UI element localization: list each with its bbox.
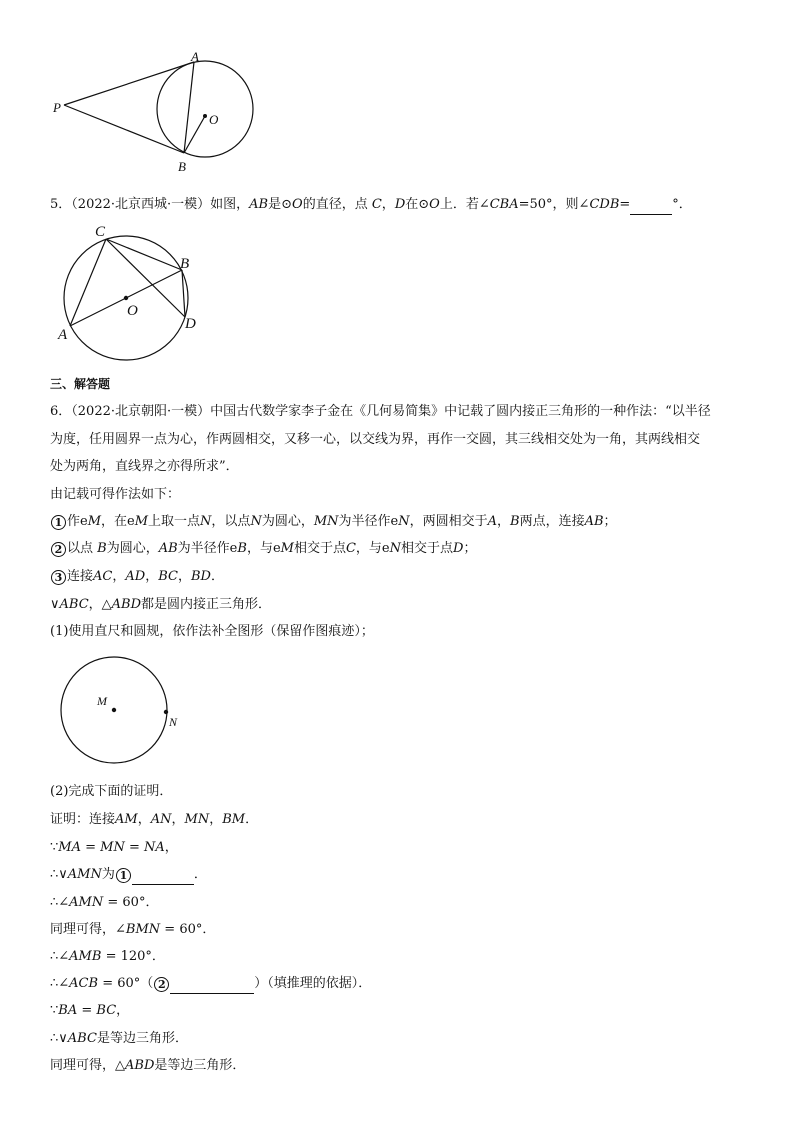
text: ．: [193, 867, 207, 882]
text: ，: [164, 840, 178, 855]
text: AMN: [67, 867, 102, 882]
text: ACB: [69, 976, 99, 991]
text: AB: [158, 541, 178, 556]
text: =: [77, 1003, 97, 1018]
text: AN: [150, 812, 172, 827]
text: 作e: [67, 514, 88, 529]
center-dot: [203, 114, 207, 118]
text: BD: [190, 569, 211, 584]
tangent-pa: [64, 62, 194, 105]
text: ABD: [111, 597, 142, 612]
text: = 60°．: [160, 922, 216, 937]
text: MN: [100, 840, 125, 855]
text: ABC: [67, 1031, 97, 1046]
text: BA: [58, 1003, 78, 1018]
text: 的直径，点: [302, 197, 372, 212]
text: 为圆心，: [261, 514, 314, 529]
label-n: N: [169, 715, 178, 729]
text: CBA: [489, 197, 519, 212]
text: ∴∠: [50, 949, 70, 964]
proof-line-3: [50, 891, 158, 910]
segment-ac: [70, 239, 106, 326]
text: CDB: [589, 197, 620, 212]
label-d: D: [185, 316, 196, 332]
text: 为半径作e: [338, 514, 399, 529]
q6-line2: 为度，任用圆界一点为心，作两圆相交，又移一心，以交线为界，再作一交圆，其三线相交处为一角，其两线相交: [50, 432, 701, 447]
text: ）（填推理的依据）．: [254, 976, 372, 991]
text: MA: [58, 840, 81, 855]
text: ∴∠: [50, 895, 70, 910]
text: 都是圆内接正三角形．: [141, 597, 272, 612]
text: MN: [184, 812, 210, 827]
proof-line-2: [50, 863, 207, 885]
text: C: [345, 541, 356, 556]
tangent-pb: [64, 105, 184, 153]
text: AM: [115, 812, 138, 827]
text: O: [292, 197, 303, 212]
proof-line-7: [50, 999, 129, 1018]
question-number: 5: [50, 197, 59, 212]
text: ，: [171, 812, 185, 827]
text: ，: [177, 569, 191, 584]
proof-line-9: [50, 1054, 245, 1073]
text: D: [394, 197, 406, 212]
text: AMB: [69, 949, 102, 964]
answer-blank-1[interactable]: [132, 869, 194, 885]
text: ∴∠: [50, 976, 70, 991]
q6-line3: 处为两角，直线界之亦得所求”．: [50, 459, 239, 474]
text: ，: [381, 197, 395, 212]
text: 为半径作e: [177, 541, 238, 556]
label-m: M: [97, 694, 107, 708]
text: ；: [463, 541, 477, 556]
answer-blank[interactable]: [630, 199, 672, 215]
text: ABD: [125, 1058, 155, 1073]
text: ∵: [50, 840, 59, 855]
text: M: [280, 541, 294, 556]
text: AC: [93, 569, 113, 584]
text: BM: [222, 812, 246, 827]
chord-ab: [184, 62, 194, 153]
question-5: 5．（2022·北京西城·一模）如图，AB是⊙O的直径，点 C，D在⊙O上．若∠CBA=50°，则∠CDB= °．: [50, 193, 692, 215]
proof-intro: [50, 808, 258, 827]
q6-line4: 由记载可得作法如下：: [50, 487, 181, 502]
label-o: O: [127, 303, 138, 319]
text: = 120°．: [101, 949, 165, 964]
q6-part2: (2)完成下面的证明．: [50, 784, 173, 799]
text: 相交于点: [293, 541, 346, 556]
text: N: [250, 514, 262, 529]
text: M: [87, 514, 102, 529]
text: 证明：连接: [50, 812, 116, 827]
text: 连接: [67, 569, 94, 584]
text: = 60°．: [103, 895, 159, 910]
circled-number-2: 2: [51, 542, 66, 557]
text: 是等边三角形．: [154, 1058, 246, 1073]
label-b: B: [180, 256, 190, 272]
text: 同理可得，∠: [50, 922, 126, 937]
text: NA: [144, 840, 165, 855]
label-p: P: [53, 100, 61, 115]
proof-line-5: [50, 945, 165, 964]
text: =: [619, 197, 631, 212]
text: ABC: [59, 597, 89, 612]
q6-step1: [50, 510, 617, 530]
text: =: [124, 840, 145, 855]
circle-figure: [50, 222, 220, 362]
label-c: C: [95, 224, 106, 240]
circled-number-3: 3: [51, 570, 66, 585]
text: M: [134, 514, 149, 529]
text: ，: [112, 569, 126, 584]
proof-line-4: [50, 918, 215, 937]
q6-part1: (1)使用直尺和圆规，依作法补全图形（保留作图痕迹）；: [50, 624, 374, 639]
construction-figure: [55, 655, 195, 770]
label-a: A: [191, 49, 199, 64]
text: BMN: [125, 922, 161, 937]
text: 上取一点: [148, 514, 201, 529]
text: N: [200, 514, 212, 529]
q6-conclusion: [50, 593, 271, 612]
text: ∨: [50, 597, 60, 612]
text: ，△: [88, 597, 112, 612]
label-b: B: [178, 159, 186, 174]
text: 是等边三角形．: [96, 1031, 188, 1046]
section-heading: 三、解答题: [50, 377, 111, 391]
center-dot: [124, 296, 128, 300]
proof-line-6: [50, 972, 371, 994]
text: ，与e: [355, 541, 390, 556]
text: 在⊙: [405, 197, 430, 212]
point-m: [112, 708, 116, 712]
text: °．: [672, 197, 692, 212]
answer-blank-2[interactable]: [170, 978, 254, 994]
label-a: A: [58, 327, 68, 343]
text: ；: [603, 514, 617, 529]
text: 为圆心，: [106, 541, 159, 556]
text: = 60°（: [98, 976, 154, 991]
text: BC: [158, 569, 178, 584]
text: ．: [210, 569, 224, 584]
q6-step3: [50, 565, 224, 585]
text: ，两圆相交于: [409, 514, 488, 529]
tangent-figure: [50, 45, 270, 180]
text: AB: [249, 197, 269, 212]
text: ，: [145, 569, 159, 584]
text: ．: [245, 812, 259, 827]
text: ∴∨: [50, 867, 68, 882]
q6-line1: 6．（2022·北京朝阳·一模）中国古代数学家李子金在《几何易简集》中记载了圆内接正三角形的一种作法：“以半径: [50, 404, 711, 419]
text: BC: [96, 1003, 117, 1018]
text: ，在e: [101, 514, 135, 529]
question-source: （2022·北京西城·一模）: [71, 197, 211, 212]
text: ，以点: [211, 514, 251, 529]
text: ，: [137, 812, 151, 827]
label-o: O: [209, 112, 219, 127]
proof-line-1: [50, 836, 178, 855]
text: 是⊙: [268, 197, 293, 212]
text: N: [389, 541, 401, 556]
text: =50°，则∠: [518, 197, 590, 212]
text: ∵: [50, 1003, 59, 1018]
text: ，与e: [246, 541, 281, 556]
text: C: [371, 197, 382, 212]
text: ，: [497, 514, 511, 529]
text: 如图，: [210, 197, 250, 212]
text: D: [453, 541, 464, 556]
text: MN: [313, 514, 339, 529]
text: B: [510, 514, 520, 529]
text: AB: [584, 514, 604, 529]
text: ，: [209, 812, 223, 827]
text: AMN: [69, 895, 104, 910]
text: 同理可得，△: [50, 1058, 125, 1073]
circled-number-2: 2: [154, 977, 169, 992]
proof-line-8: [50, 1027, 188, 1046]
text: B: [97, 541, 107, 556]
text: 两点，连接: [519, 514, 585, 529]
q6-step2: [50, 537, 476, 557]
text: 以点: [67, 541, 98, 556]
text: ∴∨: [50, 1031, 68, 1046]
circle-o: [157, 61, 253, 157]
text: 相交于点: [401, 541, 454, 556]
text: A: [487, 514, 497, 529]
text: ，: [116, 1003, 130, 1018]
point-n: [164, 710, 168, 714]
text: N: [398, 514, 410, 529]
text: AD: [125, 569, 146, 584]
text: =: [80, 840, 101, 855]
circled-number-1: 1: [116, 868, 131, 883]
circled-number-1: 1: [51, 515, 66, 530]
text: O: [429, 197, 440, 212]
text: B: [237, 541, 247, 556]
segment-cd: [106, 239, 185, 317]
text: 为: [101, 867, 115, 882]
text: 上．若∠: [439, 197, 490, 212]
